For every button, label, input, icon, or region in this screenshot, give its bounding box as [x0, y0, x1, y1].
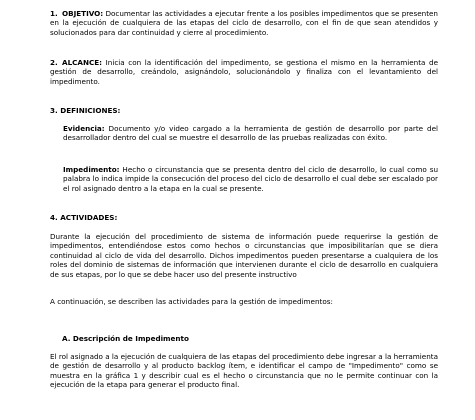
impedimento-text: Hecho o circunstancia que se presenta dentro del ciclo de desarrollo, lo cual como su palabra lo indica impide la consecución del proceso del ciclo de desarrollo el cual debe ser escalado por el rol asignado dentro a la etapa en la cual se presente.	[63, 165, 438, 193]
evidencia-label: Evidencia:	[63, 124, 105, 133]
actividades-heading: 4. ACTIVIDADES:	[50, 213, 118, 222]
objetivo-label: OBJETIVO:	[62, 9, 104, 18]
objetivo-text: Documentar las actividades a ejecutar frente a los posibles impedimentos que se presenten en la ejecución de cualquiera de las etapas del ciclo de desarrollo, con el fin de que sean atendidos y solucionados para dar continuidad y cierre al procedimiento.	[50, 9, 438, 37]
section-alcance	[50, 58, 438, 86]
section-number: 2.	[50, 58, 58, 67]
actividades-paragraph: Durante la ejecución del procedimiento de sistema de información puede requerirse la gestión de impedimentos, entendiéndose estos como hechos o circunstancias que imposibilitarían que se diera continuidad al ciclo de vida del desarrollo. Dichos impedimentos pueden presentarse a cualquiera de los roles del dominio de sistemas de información que intervienen durante el ciclo de desarrollo en cualquiera de sus etapas, por lo que se debe hacer uso del presente instructivo	[50, 232, 438, 279]
definicion-impedimento	[63, 165, 438, 193]
section-objetivo	[50, 9, 438, 37]
definiciones-heading: 3. DEFINICIONES:	[50, 106, 121, 115]
actividades-intro: A continuación, se describen las actividades para la gestión de impedimentos:	[50, 297, 333, 306]
alcance-label: ALCANCE:	[62, 58, 103, 67]
section-number: 1.	[50, 9, 58, 18]
evidencia-text: Documento y/o video cargado a la herramienta de gestión de desarrollo por parte del desarrollador dentro del cual se muestre el desarrollo de las pruebas realizadas con éxito.	[63, 124, 438, 143]
descripcion-impedimento-paragraph: El rol asignado a la ejecución de cualquiera de las etapas del procedimiento debe ingresar a la herramienta de gestión de desarrollo y al producto backlog ítem, e identificar el campo de "Impedimento" como se muestra en la gráfica 1 y describir cual es el hecho o circunstancia que no le permite continuar con la ejecución de la etapa para generar el producto final.	[50, 352, 438, 390]
impedimento-label: Impedimento:	[63, 165, 120, 174]
alcance-text: Inicia con la identificación del impedimento, se gestiona el mismo en la herramienta de gestión de desarrollo, creándolo, asignándolo, solucionándolo y finaliza con el levantamiento del impedimento.	[50, 58, 438, 86]
definicion-evidencia	[63, 124, 438, 143]
descripcion-impedimento-heading: A. Descripción de Impedimento	[62, 334, 189, 343]
